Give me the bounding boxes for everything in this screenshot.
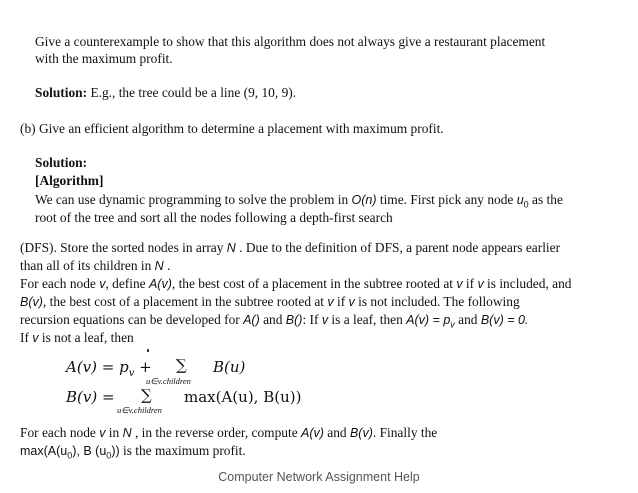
text: is a leaf, then [328,312,407,327]
var-v: v [321,313,329,327]
var-v: v [477,277,484,291]
body-line-4 [20,294,520,310]
var-N: N [122,426,132,440]
equation-A-term [213,358,245,376]
text: For each node [20,425,100,440]
max-expr: max(A(u [20,444,68,458]
subscript: 0 [523,199,529,210]
text: if [462,276,478,291]
max-expr: )) [111,444,120,458]
sum-index-2: u∈v.children [117,405,162,415]
text: in [105,425,123,440]
complexity: O(n) [351,193,377,207]
var-N: N [226,241,236,255]
func-B: B(v) [349,426,373,440]
algorithm-label: [Algorithm] [35,173,104,188]
subscript: 0 [106,450,112,461]
text: is not included. The following [354,294,520,309]
solution-2-label: Solution: [35,155,88,170]
leaf-B: B(v) = 0. [480,313,529,327]
text: and [323,425,350,440]
body-line-2 [20,258,170,274]
text: . Due to the definition of DFS, a parent node appears earlier [235,240,561,255]
footer-caption: Computer Network Assignment Help [218,470,420,484]
var-v: v [327,295,334,309]
text: , in the reverse order, compute [131,425,301,440]
leaf-A: A(v) = p [406,313,451,327]
eq-sub: v [128,368,135,379]
func-B: B() [285,313,303,327]
func-B: B(v) [20,295,43,309]
text: and [454,312,481,327]
var-v: v [99,426,106,440]
solution-1 [35,85,296,101]
text: , the best cost of a placement in the subtree rooted at [42,294,328,309]
text: and [259,312,286,327]
algorithm-line-2: root of the tree and sort all the nodes following a depth-first search [35,210,393,225]
subscript: v [450,319,455,330]
text: We can use dynamic programming to solve the problem in [35,192,352,207]
text: is included, and [483,276,572,291]
subscript: 0 [67,450,73,461]
solution-text: E.g., the tree could be a line (9, 10, 9). [87,85,297,100]
eq-plus: + [134,358,152,376]
text: as the [528,192,563,207]
func-A: A(v) [301,426,324,440]
equation-A [66,358,152,379]
text: If [20,330,33,345]
problem-line-2: with the maximum profit. [35,51,173,66]
scan-mark [147,349,149,352]
body-line-1 [20,240,560,256]
text: if [333,294,349,309]
solution-label: Solution: [35,85,88,100]
sum-index-1: u∈v.children [146,376,191,386]
text: recursion equations can be developed for [20,312,244,327]
text: is the maximum profit. [119,443,246,458]
sum-symbol-2: ∑ [141,386,152,404]
text: , define [105,276,149,291]
func-A: A() [243,313,260,327]
var-N: N [154,259,164,273]
text: is not a leaf, then [38,330,134,345]
body-line-6 [20,330,134,346]
text: than all of its children in [20,258,155,273]
var-v: v [32,331,39,345]
problem-line-1: Give a counterexample to show that this algorithm does not always give a restaurant placement [35,34,546,49]
text: . [163,258,171,273]
part-b-question: (b) Give an efficient algorithm to determine a placement with maximum profit. [20,121,444,136]
var-v: v [99,277,106,291]
func-A: A(v) [148,277,172,291]
text: (DFS). Store the sorted nodes in array [20,240,227,255]
equation-B-term [184,388,301,406]
eq-lhs: B(v) = [66,388,115,406]
text: : If [302,312,322,327]
final-line-1 [20,425,437,441]
var-v: v [348,295,355,309]
text: time. First pick any node [376,192,517,207]
final-line-2 [20,443,246,464]
max-expr: ), B (u [72,444,107,458]
var-v: v [456,277,463,291]
var-u: u [516,193,524,207]
eq-term: B(u) [213,358,246,376]
text: For each node [20,276,100,291]
equation-B [66,388,115,406]
text: , the best cost of a placement in the subtree rooted at [171,276,457,291]
eq-lhs: A(v) = p [66,358,129,376]
sum-symbol-1: ∑ [176,356,187,374]
text: . Finally the [372,425,438,440]
eq-term: max(A(u), B(u)) [184,388,302,406]
body-line-3 [20,276,571,292]
